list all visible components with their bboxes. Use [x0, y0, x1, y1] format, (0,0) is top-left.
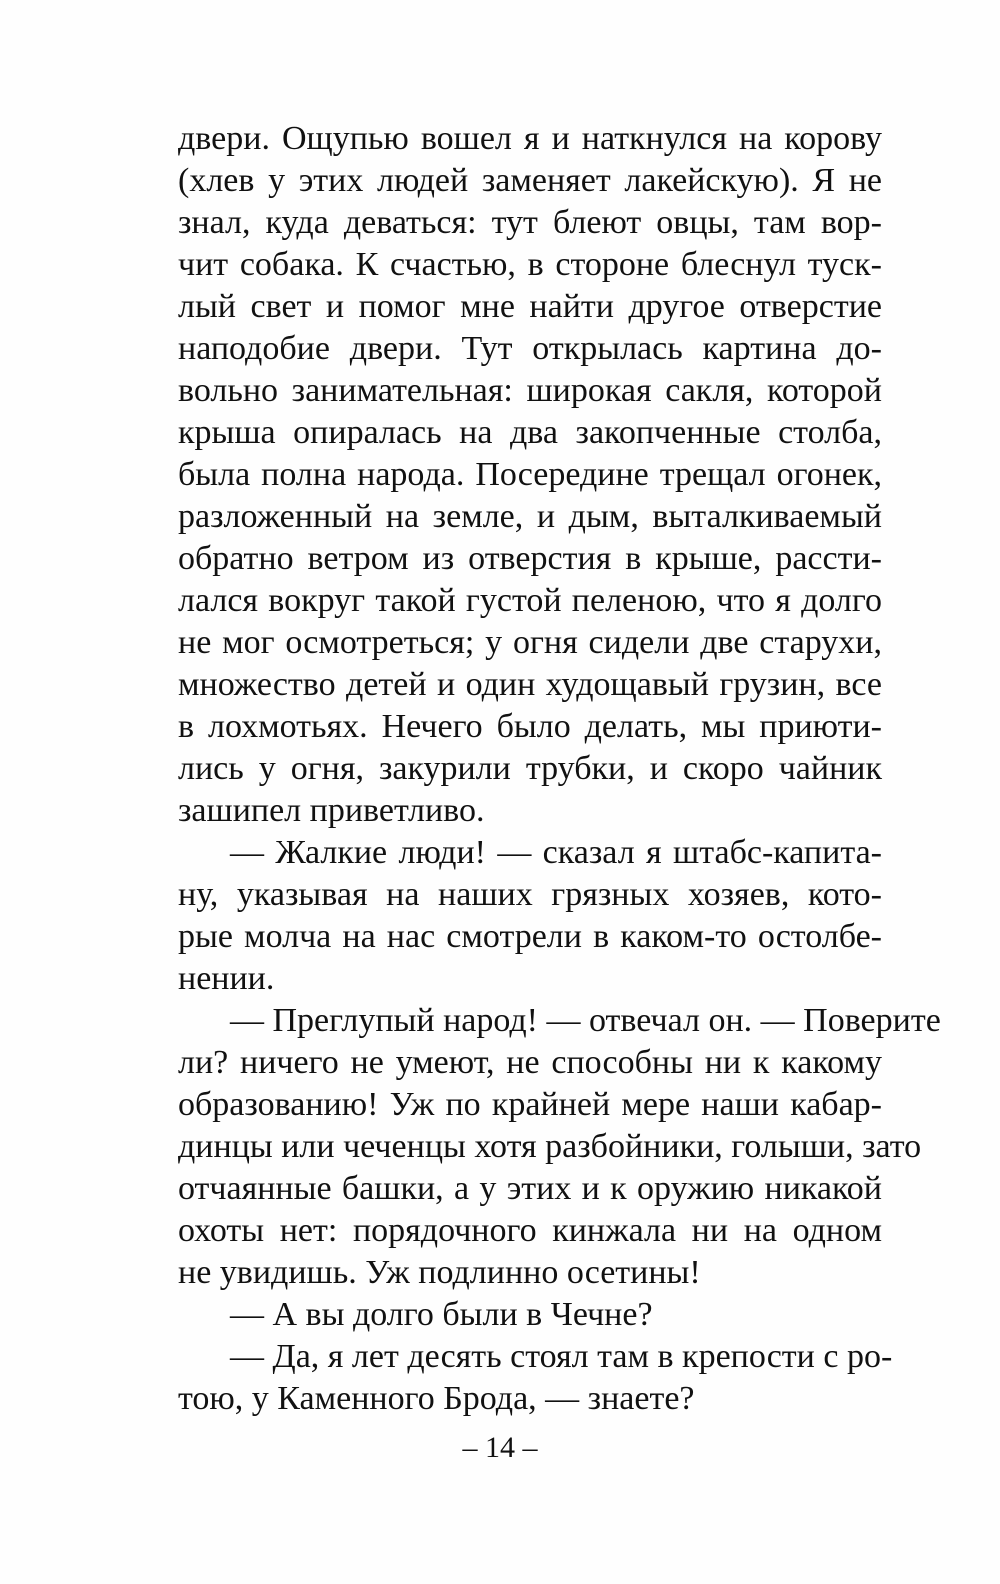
- text-line: множество детей и один худощавый грузин, все: [178, 666, 882, 703]
- text-line: динцы или чеченцы хотя разбойники, голыши, зато: [178, 1128, 922, 1165]
- text-line: — Преглупый народ! — отвечал он. — Поверите: [230, 1002, 941, 1039]
- text-line: ли? ничего не умеют, не способны ни к какому: [178, 1044, 882, 1081]
- text-line: — Да, я лет десять стоял там в крепости с ро-: [230, 1338, 893, 1375]
- text-line: разложенный на земле, и дым, выталкиваемый: [178, 498, 882, 535]
- text-line: лался вокруг такой густой пеленою, что я долго: [178, 582, 882, 619]
- text-line: ну, указывая на наших грязных хозяев, кото-: [178, 876, 882, 913]
- text-line: знал, куда деваться: тут блеют овцы, там вор-: [178, 204, 882, 241]
- text-line: зашипел приветливо.: [178, 792, 485, 829]
- text-line: лись у огня, закурили трубки, и скоро чайник: [178, 750, 882, 787]
- text-line: отчаянные башки, а у этих и к оружию никакой: [178, 1170, 882, 1207]
- text-line: в лохмотьях. Нечего было делать, мы приюти-: [178, 708, 882, 745]
- text-line: наподобие двери. Тут открылась картина до-: [178, 330, 882, 367]
- text-line: чит собака. К счастью, в стороне блеснул туск-: [178, 246, 882, 283]
- text-line: (хлев у этих людей заменяет лакейскую). Я не: [178, 162, 882, 199]
- body-text: [178, 118, 941, 1420]
- text-line: охоты нет: порядочного кинжала ни на одном: [178, 1212, 882, 1249]
- text-line: тою, у Каменного Брода, — знаете?: [178, 1380, 695, 1417]
- text-line: образованию! Уж по крайней мере наши кабар-: [178, 1086, 882, 1123]
- text-line: — А вы долго были в Чечне?: [230, 1296, 653, 1333]
- text-line: — Жалкие люди! — сказал я штабс-капита-: [230, 834, 882, 871]
- text-line: двери. Ощупью вошел я и наткнулся на корову: [178, 120, 882, 157]
- text-line: крыша опиралась на два закопченные столба,: [178, 414, 882, 451]
- text-line: не мог осмотреться; у огня сидели две старухи,: [178, 624, 882, 661]
- page-number: – 14 –: [462, 1431, 538, 1464]
- text-line: была полна народа. Посередине трещал огонек,: [178, 456, 882, 493]
- text-line: рые молча на нас смотрели в каком-то остолбе-: [178, 918, 882, 955]
- text-line: обратно ветром из отверстия в крыше, рассти-: [178, 540, 882, 577]
- text-line: нении.: [178, 960, 275, 997]
- text-line: лый свет и помог мне найти другое отверстие: [178, 288, 882, 325]
- text-line: вольно занимательная: широкая сакля, которой: [178, 372, 882, 409]
- text-line: не увидишь. Уж подлинно осетины!: [178, 1254, 701, 1291]
